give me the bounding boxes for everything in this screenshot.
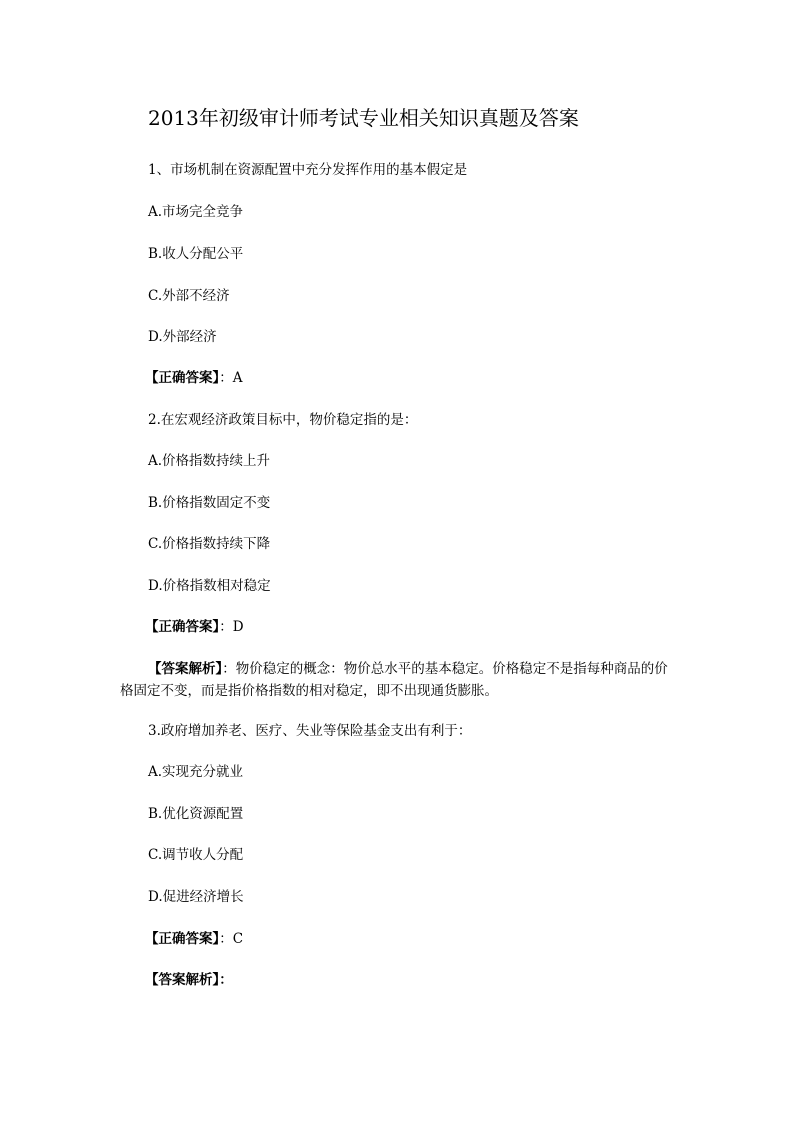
analysis-label: 【答案解析】 <box>145 972 220 988</box>
question-1-answer <box>145 368 243 388</box>
question-1-option-a: A.市场完全竞争 <box>148 204 244 220</box>
question-1-option-d: D.外部经济 <box>148 329 217 345</box>
answer-value: ：D <box>219 619 244 635</box>
question-1-option-b: B.收人分配公平 <box>148 246 244 262</box>
analysis-text: ：物价稳定的概念：物价总水平的基本稳定。价格稳定不是指每种商品的价格固定不变，而是指价格指数的相对稳定，即不出现通货膨胀。 <box>120 661 668 699</box>
question-3-option-c: C.调节收人分配 <box>148 847 244 863</box>
question-3-option-b: B.优化资源配置 <box>148 806 244 822</box>
question-2-option-c: C.价格指数持续下降 <box>148 536 271 552</box>
analysis-label: 【答案解析】 <box>148 661 223 677</box>
question-2-option-b: B.价格指数固定不变 <box>148 495 271 511</box>
question-1-option-c: C.外部不经济 <box>148 288 230 304</box>
question-3-analysis <box>145 970 233 990</box>
question-1-stem: 1、市场机制在资源配置中充分发挥作用的基本假定是 <box>148 162 468 178</box>
question-3-option-d: D.促进经济增长 <box>148 889 244 905</box>
question-2-analysis <box>120 658 680 702</box>
question-2-stem: 2.在宏观经济政策目标中，物价稳定指的是： <box>148 412 418 428</box>
answer-label: 【正确答案】 <box>145 931 220 947</box>
answer-label: 【正确答案】 <box>145 619 220 635</box>
document-title: 2013年初级审计师考试专业相关知识真题及答案 <box>148 106 579 130</box>
answer-value: ：A <box>219 370 243 386</box>
question-2-option-d: D.价格指数相对稳定 <box>148 578 271 594</box>
question-2-answer <box>145 617 244 637</box>
question-3-stem: 3.政府增加养老、医疗、失业等保险基金支出有利于： <box>148 723 472 739</box>
analysis-text: ： <box>219 972 233 988</box>
answer-value: ：C <box>219 931 244 947</box>
question-3-option-a: A.实现充分就业 <box>148 764 244 780</box>
answer-label: 【正确答案】 <box>145 370 220 386</box>
question-3-answer <box>145 929 243 949</box>
question-2-option-a: A.价格指数持续上升 <box>148 453 271 469</box>
